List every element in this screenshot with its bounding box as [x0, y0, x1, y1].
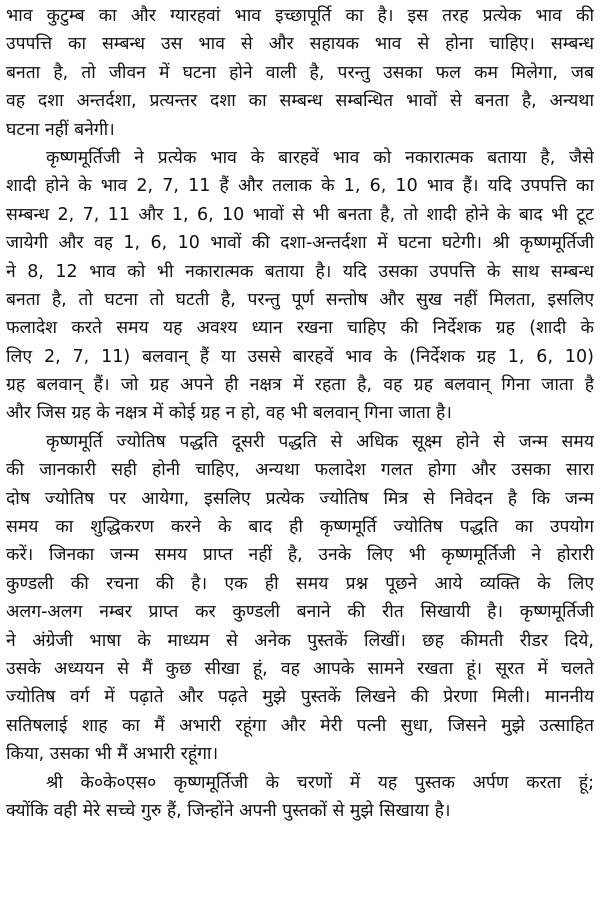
text-line: ने अंग्रेजी भाषा के माध्यम से अनेक पुस्तकें लिखीं। छह कीमती रीडर दिये, — [6, 630, 594, 651]
text-line: सम्बन्ध 2, 7, 11 और 1, 6, 10 भावों से भी बनता है, तो शादी होने के बाद भी टूट — [6, 204, 594, 225]
text-line: दोष ज्योतिष पर आयेगा, इसलिए प्रत्येक ज्योतिष मित्र से निवेदन है कि जन्म — [6, 488, 594, 509]
paragraph-3 — [6, 428, 594, 769]
text-line: समय का शुद्धिकरण करने के बाद ही कृष्णमूर्ति ज्योतिष पद्धति का उपयोग — [6, 517, 594, 538]
text-line: बनता है, तो घटना तो घटती है, परन्तु पूर्ण सन्तोष और सुख नहीं मिलता, इसलिए — [6, 289, 594, 310]
text-line: ग्रह बलवान् हैं। जो ग्रह अपने ही नक्षत्र में रहता है, वह ग्रह बलवान् गिना जाता है — [6, 375, 594, 396]
text-line: किया, उसका भी मैं अभारी रहूंगा। — [6, 744, 219, 765]
text-line: फलादेश करते समय यह अवश्य ध्यान रखना चाहिए की निर्देशक ग्रह (शादी के — [6, 318, 594, 339]
text-line: अलग-अलग नम्बर प्राप्त कर कुण्डली बनाने की रीत सिखायी है। कृष्णमूर्तिजी — [6, 602, 594, 623]
paragraph-4 — [6, 769, 594, 826]
text-line: घटना नहीं बनेगी। — [6, 119, 115, 140]
text-line: उसके अध्ययन से मैं कुछ सीखा हूं, वह आपके सामने रखता हूं। सूरत में चलते — [6, 658, 594, 679]
text-line: की जानकारी सही होनी चाहिए, अन्यथा फलादेश गलत होगा और उसका सारा — [6, 460, 594, 481]
text-line: कृष्णमूर्ति ज्योतिष पद्धति दूसरी पद्धति से अधिक सूक्ष्म होने से जन्म समय — [46, 431, 594, 452]
text-line: वह दशा अन्तर्दशा, प्रत्यन्तर दशा का सम्बन्ध सम्बन्धित भावों से बनता है, अन्यथा — [6, 91, 594, 112]
text-line: श्री के०के०एस० कृष्णमूर्तिजी के चरणों में यह पुस्तक अर्पण करता हूं; — [46, 772, 594, 793]
text-line: ज्योतिष वर्ग में पढ़ाते और पढ़ते मुझे पुस्तकें लिखने की प्रेरणा मिली। माननीय — [6, 687, 594, 708]
paragraph-2 — [6, 144, 594, 428]
paragraph-1 — [6, 2, 594, 144]
text-line: कृष्णमूर्तिजी ने प्रत्येक भाव के बारहवें भाव को नकारात्मक बताया है, जैसे — [46, 147, 594, 168]
text-line: जायेगी और वह 1, 6, 10 भावों की दशा-अन्तर्दशा में घटना घटेगी। श्री कृष्णमूर्तिजी — [6, 233, 594, 254]
text-line: सतिषलाई शाह का मैं अभारी रहूंगा और मेरी पत्नी सुधा, जिसने मुझे उत्साहित — [6, 715, 594, 736]
text-line: बनता है, तो जीवन में घटना होने वाली है, परन्तु उसका फल कम मिलेगा, जब — [6, 62, 594, 83]
text-line: उपपत्ति का सम्बन्ध उस भाव से और सहायक भाव से होना चाहिए। सम्बन्ध — [6, 34, 594, 55]
text-line: ने 8, 12 भाव को भी नकारात्मक बताया है। यदि उसका उपपत्ति के साथ सम्बन्ध — [6, 261, 594, 282]
text-line: कुण्डली की रचना की है। एक ही समय प्रश्न पूछने आये व्यक्ति के लिए — [6, 573, 594, 594]
text-line: और जिस ग्रह के नक्षत्र में कोई ग्रह न हो, वह भी बलवान् गिना जाता है। — [6, 403, 452, 424]
text-line: लिए 2, 7, 11) बलवान् हैं या उससे बारहवें भाव के (निर्देशक ग्रह 1, 6, 10) — [6, 346, 594, 367]
text-line: क्योंकि वही मेरे सच्चे गुरु हैं, जिन्होंने अपनी पुस्तकों से मुझे सिखाया है। — [6, 800, 451, 821]
text-line: भाव कुटुम्ब का और ग्यारहवां भाव इच्छापूर्ति का है। इस तरह प्रत्येक भाव की — [6, 6, 594, 26]
text-line: करें। जिनका जन्म समय प्राप्त नहीं है, उनके लिए भी कृष्णमूर्तिजी ने होरारी — [6, 545, 594, 566]
text-line: शादी होने के भाव 2, 7, 11 हैं और तलाक के 1, 6, 10 भाव हैं। यदि उपपत्ति का — [6, 176, 594, 197]
